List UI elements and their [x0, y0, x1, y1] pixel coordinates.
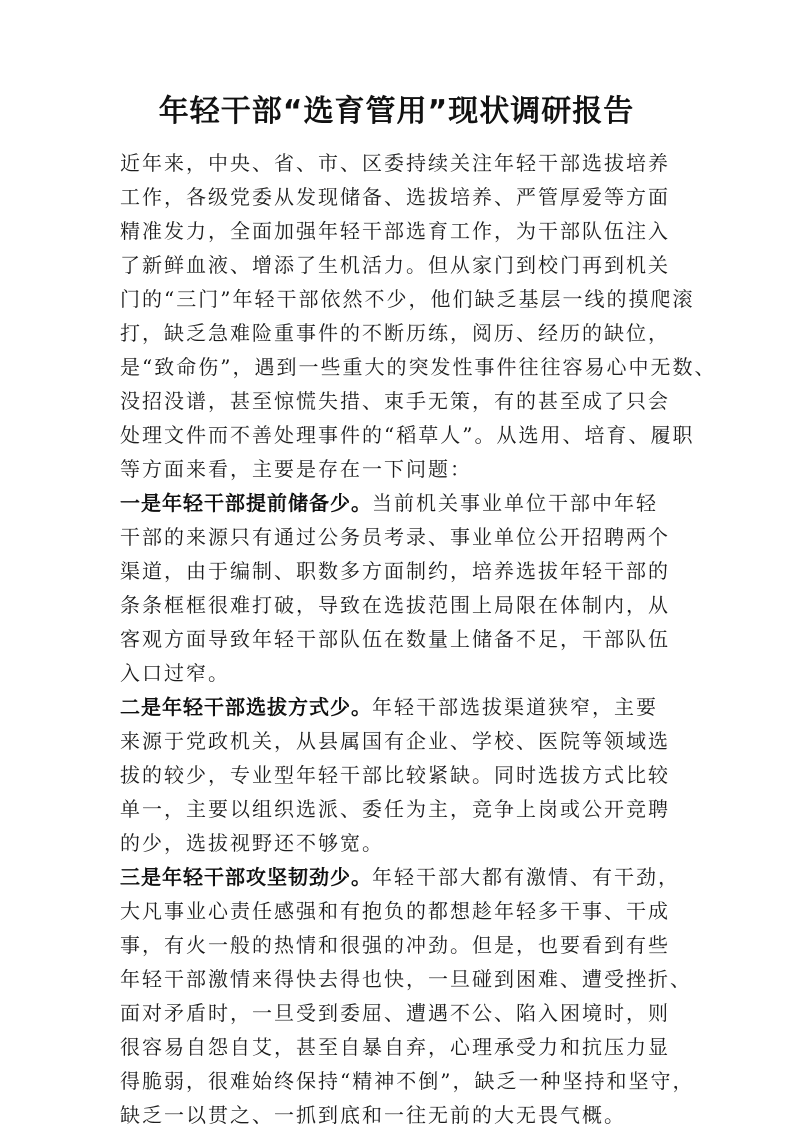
- intro-paragraph: [120, 146, 717, 486]
- text-line: 来源于党政机关，从县属国有企业、学校、医院等领域选: [120, 729, 670, 753]
- section-paragraph-1: [120, 486, 680, 690]
- text-line: 面对矛盾时，一旦受到委屈、遭遇不公、陷入困境时，则: [120, 1001, 670, 1025]
- text-line: 缺乏一以贯之、一抓到底和一往无前的大无畏气概。: [120, 1103, 626, 1127]
- section-first-line-text: 年轻干部大都有激情、有干劲，: [372, 865, 680, 889]
- section-first-line-text: 年轻干部选拔渠道狭窄，主要: [372, 695, 658, 719]
- section-paragraph-3: [120, 860, 695, 1132]
- text-line: 处理文件而不善处理事件的“稻草人”。从选用、培育、履职: [120, 423, 695, 447]
- text-line: 干部的来源只有通过公务员考录、事业单位公开招聘两个: [120, 525, 670, 549]
- section-first-line: [120, 486, 680, 520]
- text-line: 条条框框很难打破，导致在选拔范围上局限在体制内，从: [120, 593, 670, 617]
- text-line: 的少，选拔视野还不够宽。: [120, 831, 384, 855]
- text-line: 单一，主要以组织选派、委任为主，竞争上岗或公开竞聘: [120, 797, 670, 821]
- text-line: 没招没谱，甚至惊慌失措、束手无策，有的甚至成了只会: [120, 389, 670, 413]
- text-line: 是“致命伤”，遇到一些重大的突发性事件往往容易心中无数、: [120, 355, 717, 379]
- section-first-line-text: 当前机关事业单位干部中年轻: [372, 491, 658, 515]
- section-first-line: [120, 860, 680, 894]
- text-line: 门的“三门”年轻干部依然不少，他们缺乏基层一线的摸爬滚: [120, 287, 695, 311]
- text-line: 客观方面导致年轻干部队伍在数量上储备不足，干部队伍: [120, 627, 670, 651]
- section-paragraph-2: [120, 690, 680, 860]
- text-line: 拔的较少，专业型年轻干部比较紧缺。同时选拔方式比较: [120, 763, 670, 787]
- text-line: 了新鲜血液、增添了生机活力。但从家门到校门再到机关: [120, 253, 670, 277]
- text-line: 近年来，中央、省、市、区委持续关注年轻干部选拔培养: [120, 151, 670, 175]
- text-line: 很容易自怨自艾，甚至自暴自弃，心理承受力和抗压力显: [120, 1035, 670, 1059]
- document-title: 年轻干部“选育管用”现状调研报告: [158, 94, 635, 129]
- text-line: 渠道，由于编制、职数多方面制约，培养选拔年轻干部的: [120, 559, 670, 583]
- text-line: 大凡事业心责任感强和有抱负的都想趁年轻多干事、干成: [120, 899, 670, 923]
- text-line: 精准发力，全面加强年轻干部选育工作，为干部队伍注入: [120, 219, 670, 243]
- document-body: [120, 146, 717, 1132]
- text-line: 年轻干部激情来得快去得也快，一旦碰到困难、遭受挫折、: [120, 967, 692, 991]
- text-line: 打，缺乏急难险重事件的不断历练，阅历、经历的缺位，: [120, 321, 670, 345]
- text-line: 得脆弱，很难始终保持“精神不倒”，缺乏一种坚持和坚守，: [120, 1069, 695, 1093]
- section-heading: 一是年轻干部提前储备少。: [120, 491, 372, 515]
- text-line: 入口过窄。: [120, 661, 230, 685]
- text-line: 工作，各级党委从发现储备、选拔培养、严管厚爱等方面: [120, 185, 670, 209]
- section-first-line: [120, 690, 680, 724]
- text-line: 事，有火一般的热情和很强的冲劲。但是，也要看到有些: [120, 933, 670, 957]
- section-heading: 二是年轻干部选拔方式少。: [120, 695, 372, 719]
- text-line: 等方面来看，主要是存在一下问题：: [120, 457, 472, 481]
- section-heading: 三是年轻干部攻坚韧劲少。: [120, 865, 372, 889]
